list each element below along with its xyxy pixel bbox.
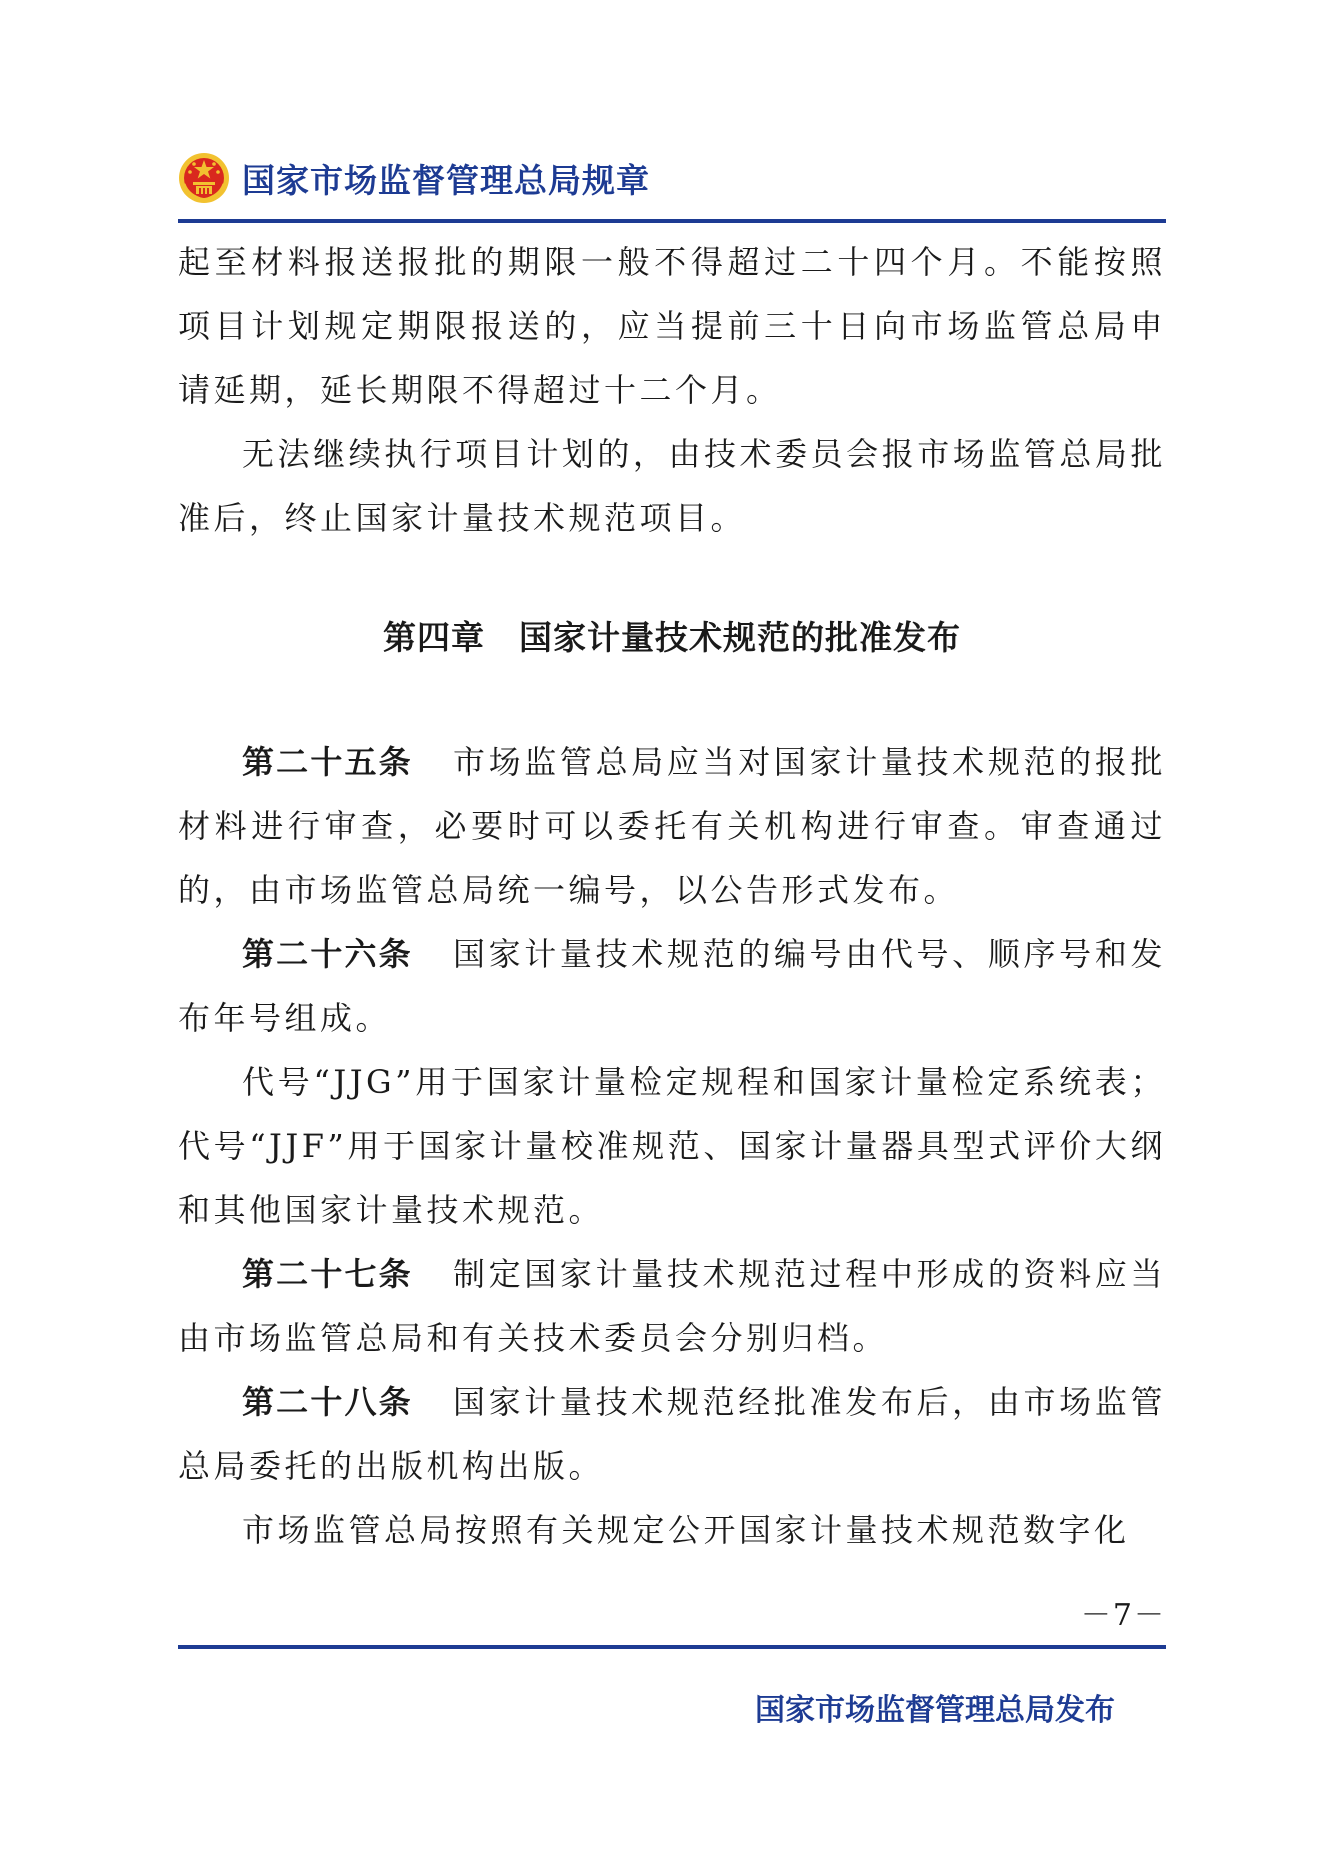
article-26 [178,922,1166,1050]
chapter-title: 第四章 国家计量技术规范的批准发布 [383,618,961,657]
article-28-text: 国家计量技术规范经批准发布后，由市场监管总局委托的出版机构出版。 [178,1383,1166,1485]
header-divider [178,219,1166,223]
article-26-text: 国家计量技术规范的编号由代号、顺序号和发布年号组成。 [178,935,1166,1037]
paragraph-termination: 无法继续执行项目计划的，由技术委员会报市场监管总局批准后，终止国家计量技术规范项目。 [178,435,1166,537]
article-26-paragraph-2: 代号“JJG”用于国家计量检定规程和国家计量检定系统表；代号“JJF”用于国家计量校准规范、国家计量器具型式评价大纲和其他国家计量技术规范。 [178,1063,1166,1229]
footer-publisher: 国家市场监督管理总局发布 [755,1693,1115,1728]
article-25-title: 第二十五条 [242,743,413,781]
page-header [178,148,650,208]
national-emblem-icon [178,152,230,204]
article-25-text: 市场监管总局应当对国家计量技术规范的报批材料进行审查，必要时可以委托有关机构进行审查。审查通过的，由市场监管总局统一编号，以公告形式发布。 [178,743,1166,909]
document-body [178,230,1166,1562]
header-title: 国家市场监督管理总局规章 [242,160,650,200]
article-28-paragraph-2: 市场监管总局按照有关规定公开国家计量技术规范数字化 [242,1511,1130,1549]
article-28-title: 第二十八条 [242,1383,413,1421]
article-25 [178,730,1166,922]
footer-divider [178,1645,1166,1649]
article-28 [178,1370,1166,1498]
article-27 [178,1242,1166,1370]
article-26-title: 第二十六条 [242,935,413,973]
paragraph-continuation: 起至材料报送报批的期限一般不得超过二十四个月。不能按照项目计划规定期限报送的，应当提前三十日向市场监管总局申请延期，延长期限不得超过十二个月。 [178,243,1166,409]
article-27-title: 第二十七条 [242,1255,413,1293]
article-27-text: 制定国家计量技术规范过程中形成的资料应当由市场监管总局和有关技术委员会分别归档。 [178,1255,1166,1357]
page-number: －7－ [1080,1598,1166,1633]
